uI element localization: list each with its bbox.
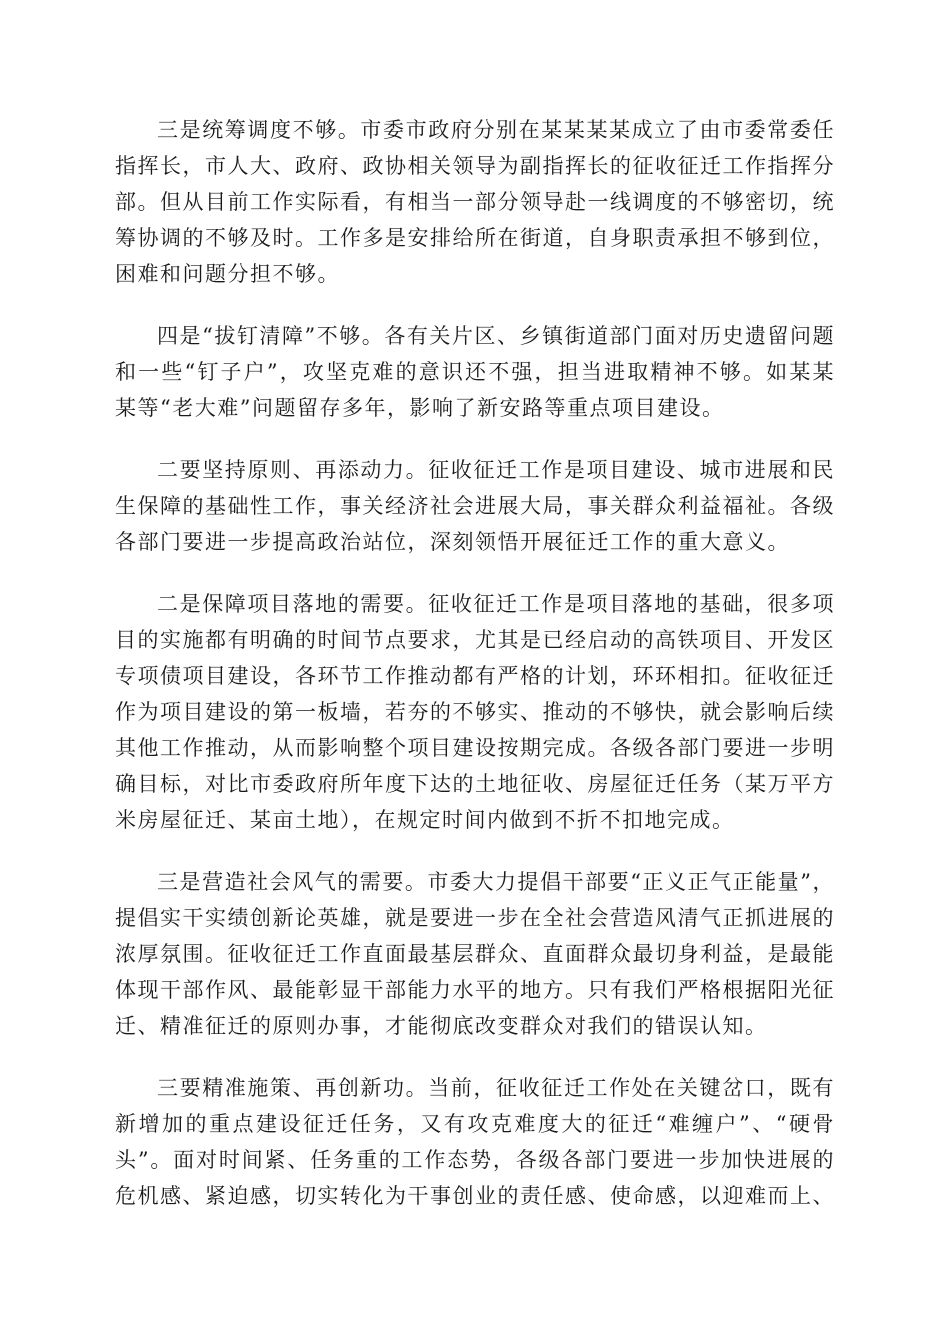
paragraph-coordination: 三是统筹调度不够。市委市政府分别在某某某某成立了由市委常委任指挥长，市人大、政府、政协相关领导为副指挥长的征收征迁工作指挥分部。但从目前工作实际看，有相当一部分领导赴一线调度的不够密切，统筹协调的不够及时。工作多是安排给所在街道，自身职责承担不够到位，困难和问题分担不够。 — [115, 118, 835, 286]
document-body — [115, 112, 835, 1238]
paragraph-precise-measures: 三要精准施策、再创新功。当前，征收征迁工作处在关键岔口，既有新增加的重点建设征迁任务，又有攻克难度大的征迁“难缠户”、“硬骨头”。面对时间紧、任务重的工作态势，各级各部门要进一步加快进展的危机感、紧迫感，切实转化为干事创业的责任感、使命感，以迎难而上、 — [115, 1076, 835, 1208]
paragraph-project-landing: 二是保障项目落地的需要。征收征迁工作是项目落地的基础，很多项目的实施都有明确的时间节点要求，尤其是已经启动的高铁项目、开发区专项债项目建设，各环节工作推动都有严格的计划，环环相扣。征收征迁作为项目建设的第一板墙，若夯的不够实、推动的不够快，就会影响后续其他工作推动，从而影响整个项目建设按期完成。各级各部门要进一步明确目标，对比市委政府所年度下达的土地征收、房屋征迁任务（某万平方米房屋征迁、某亩土地），在规定时间内做到不折不扣地完成。 — [115, 592, 835, 832]
paragraph-obstacle-clearing: 四是“拔钉清障”不够。各有关片区、乡镇街道部门面对历史遗留问题和一些“钉子户”，攻坚克难的意识还不强，担当进取精神不够。如某某某等“老大难”问题留存多年，影响了新安路等重点项目建设。 — [115, 324, 835, 420]
paragraph-principles: 二要坚持原则、再添动力。征收征迁工作是项目建设、城市进展和民生保障的基础性工作，事关经济社会进展大局，事关群众利益福祉。各级各部门要进一步提高政治站位，深刻领悟开展征迁工作的重大意义。 — [115, 458, 835, 554]
paragraph-social-atmosphere: 三是营造社会风气的需要。市委大力提倡干部要“正义正气正能量”，提倡实干实绩创新论英雄，就是要进一步在全社会营造风清气正抓进展的浓厚氛围。征收征迁工作直面最基层群众、直面群众最切身利益，是最能体现干部作风、最能彰显干部能力水平的地方。只有我们严格根据阳光征迁、精准征迁的原则办事，才能彻底改变群众对我们的错误认知。 — [115, 870, 835, 1038]
